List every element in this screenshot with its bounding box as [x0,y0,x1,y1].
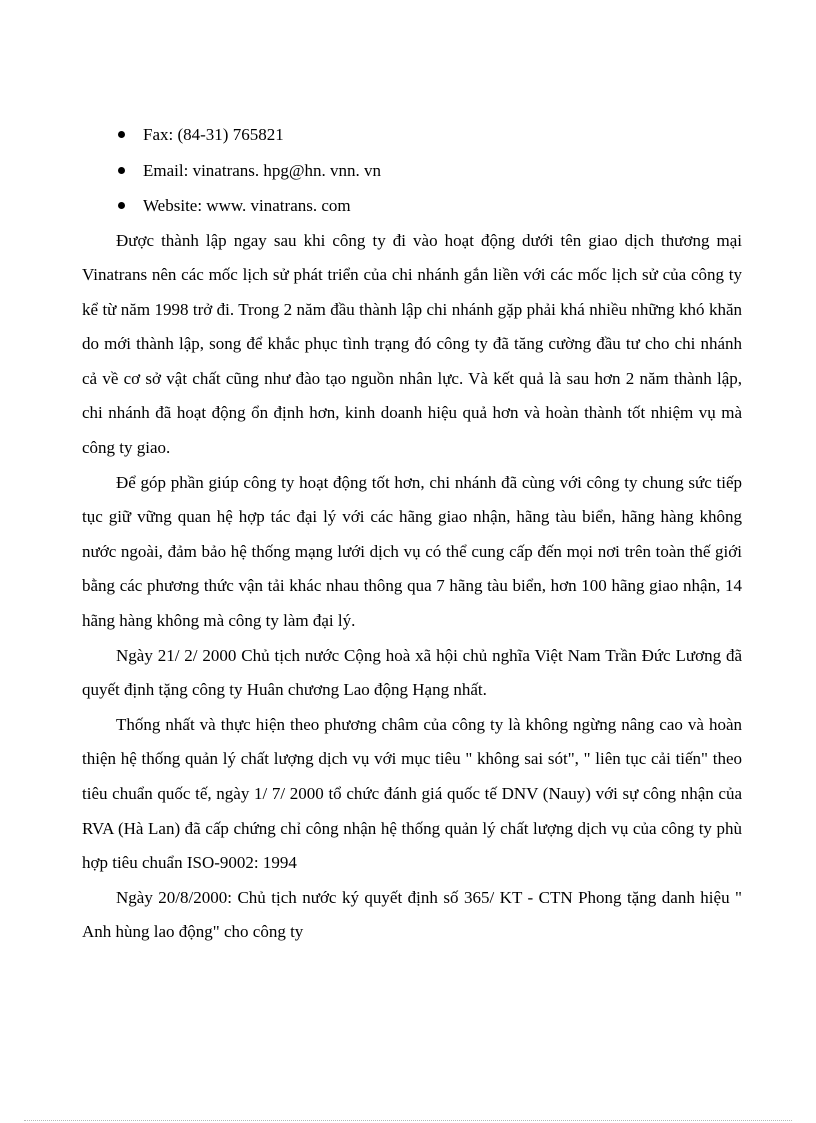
paragraph-cooperation: Để góp phần giúp công ty hoạt động tốt hơn, chi nhánh đã cùng với công ty chung sức tiếp tục giữ vững quan hệ hợp tác đại lý với các hãng giao nhận, hãng tàu biển, hãng hàng không nước ngoài, đảm bảo hệ thống mạng lưới dịch vụ có thể cung cấp đến mọi nơi trên toàn thế giới bằng các phương thức vận tải khác nhau thông qua 7 hãng tàu biển, hơn 100 hãng giao nhận, 14 hãng hàng không mà công ty làm đại lý. [82,472,742,631]
contact-website-text: Website: www. vinatrans. com [143,196,351,215]
bullet-dot-icon [118,202,125,209]
contact-fax-text: Fax: (84-31) 765821 [143,125,284,144]
contact-website [82,188,742,224]
paragraph-hero-title: Ngày 20/8/2000: Chủ tịch nước ký quyết định số 365/ KT - CTN Phong tặng danh hiệu " Anh hùng lao động" cho công ty [82,887,742,942]
bullet-dot-icon [118,131,125,138]
paragraph-labor-medal: Ngày 21/ 2/ 2000 Chủ tịch nước Cộng hoà xã hội chủ nghĩa Việt Nam Trần Đức Lương đã quyết định tặng công ty Huân chương Lao động Hạng nhất. [82,645,742,700]
contact-fax [82,117,742,153]
contact-email-text: Email: vinatrans. hpg@hn. vnn. vn [143,160,382,180]
contact-email [82,153,742,189]
paragraph-history: Được thành lập ngay sau khi công ty đi vào hoạt động dưới tên giao dịch thương mại Vinatrans nên các mốc lịch sử phát triển của chi nhánh gắn liền với các mốc lịch sử của công ty kể từ năm 1998 trở đi. Trong 2 năm đầu thành lập chi nhánh gặp phải khá nhiều những khó khăn do mới thành lập, song để khắc phục tình trạng đó công ty đã tăng cường đầu tư cho chi nhánh cả về cơ sở vật chất cũng như đào tạo nguồn nhân lực. Và kết quả là sau hơn 2 năm thành lập, chi nhánh đã hoạt động ổn định hơn, kinh doanh hiệu quả hơn và hoàn thành tốt nhiệm vụ mà công ty giao. [82,230,742,458]
paragraph-iso-certification: Thống nhất và thực hiện theo phương châm của công ty là không ngừng nâng cao và hoàn thiện hệ thống quản lý chất lượng dịch vụ với mục tiêu " không sai sót", " liên tục cải tiến" theo tiêu chuẩn quốc tế, ngày 1/ 7/ 2000 tổ chức đánh giá quốc tế DNV (Nauy) với sự công nhận của RVA (Hà Lan) đã cấp chứng chỉ công nhận hệ thống quản lý chất lượng dịch vụ của công ty phù hợp tiêu chuẩn ISO-9002: 1994 [82,714,742,873]
document-page [82,117,742,950]
bullet-dot-icon [118,167,125,174]
contact-list [82,117,742,224]
page-bottom-divider [24,1120,792,1121]
